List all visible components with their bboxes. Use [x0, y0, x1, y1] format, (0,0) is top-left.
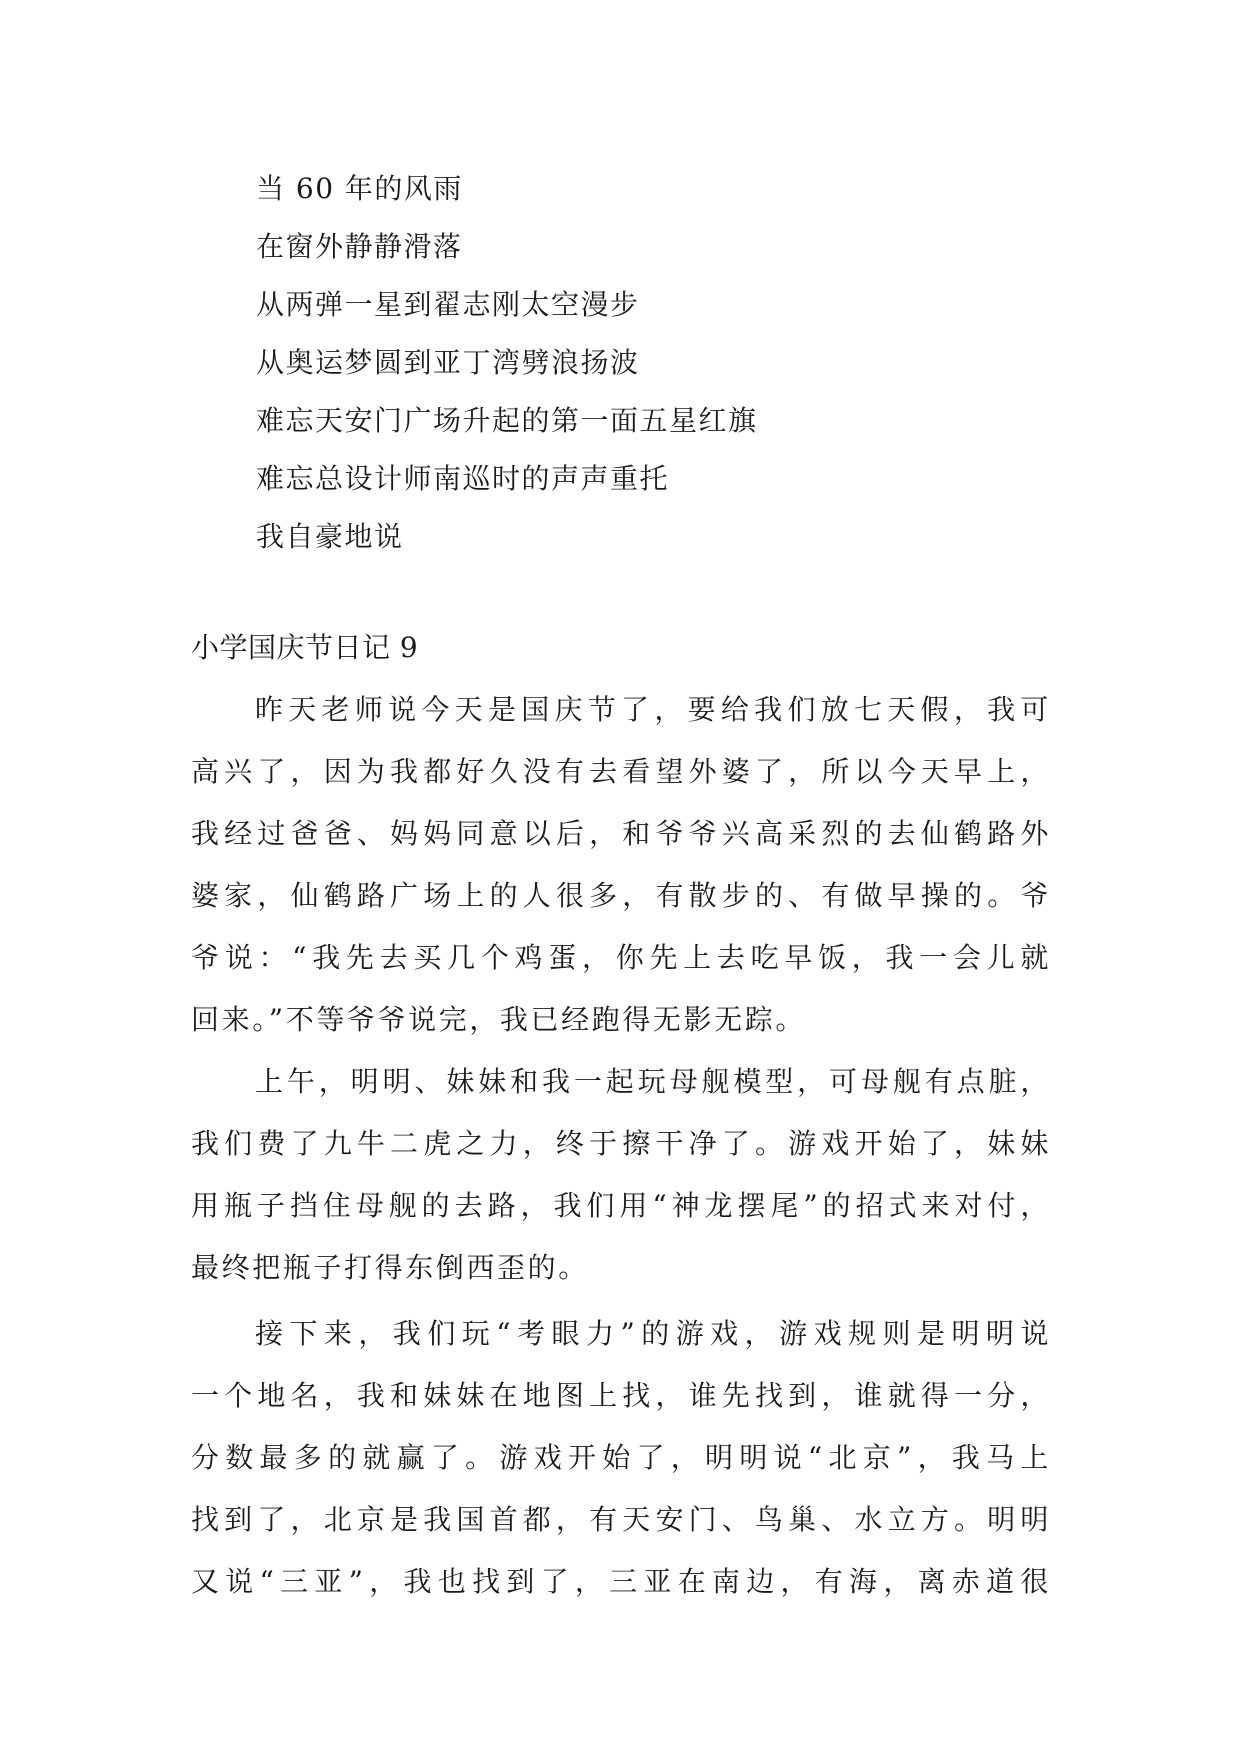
- paragraph-line: 上午，明明、妹妹和我一起玩母舰模型，可母舰有点脏，: [255, 1065, 1051, 1098]
- diary-article: [191, 617, 1051, 1613]
- article-title: 小学国庆节日记 9: [191, 631, 419, 664]
- paragraph-1: [191, 679, 1051, 1051]
- paragraph-line: 我经过爸爸、妈妈同意以后，和爷爷兴高采烈的去仙鹤路外: [191, 817, 1051, 850]
- poem-line: 从奥运梦圆到亚丁湾劈浪扬波: [256, 346, 640, 379]
- paragraph-line: 回来。”不等爷爷说完，我已经跑得无影无踪。: [191, 1003, 806, 1036]
- poem-line: 我自豪地说: [256, 520, 404, 553]
- poem-line: 在窗外静静滑落: [256, 230, 463, 263]
- paragraph-line: 又说“三亚”，我也找到了，三亚在南边，有海，离赤道很: [191, 1565, 1051, 1598]
- poem-line: 从两弹一星到翟志刚太空漫步: [256, 288, 640, 321]
- paragraph-line: 高兴了，因为我都好久没有去看望外婆了，所以今天早上，: [191, 755, 1051, 788]
- paragraph-3: [191, 1303, 1051, 1613]
- paragraph-line: 最终把瓶子打得东倒西歪的。: [191, 1251, 589, 1284]
- poem-line: 难忘总设计师南巡时的声声重托: [256, 462, 670, 495]
- poem-line: 当 60 年的风雨: [256, 172, 463, 205]
- poem-line: 难忘天安门广场升起的第一面五星红旗: [256, 404, 758, 437]
- paragraph-2: [191, 1051, 1051, 1299]
- paragraph-line: 分数最多的就赢了。游戏开始了，明明说“北京”，我马上: [191, 1441, 1051, 1474]
- paragraph-line: 接下来，我们玩“考眼力”的游戏，游戏规则是明明说: [255, 1317, 1051, 1350]
- paragraph-line: 婆家，仙鹤路广场上的人很多，有散步的、有做早操的。爷: [191, 879, 1051, 912]
- paragraph-line: 找到了，北京是我国首都，有天安门、鸟巢、水立方。明明: [191, 1503, 1051, 1536]
- paragraph-line: 一个地名，我和妹妹在地图上找，谁先找到，谁就得一分，: [191, 1379, 1051, 1412]
- paragraph-line: 爷说：“我先去买几个鸡蛋，你先上去吃早饭，我一会儿就: [191, 941, 1051, 974]
- paragraph-line: 用瓶子挡住母舰的去路，我们用“神龙摆尾”的招式来对付，: [191, 1189, 1051, 1222]
- poem-block: [256, 160, 758, 566]
- paragraph-line: 我们费了九牛二虎之力，终于擦干净了。游戏开始了，妹妹: [191, 1127, 1051, 1160]
- paragraph-line: 昨天老师说今天是国庆节了，要给我们放七天假，我可: [255, 693, 1051, 726]
